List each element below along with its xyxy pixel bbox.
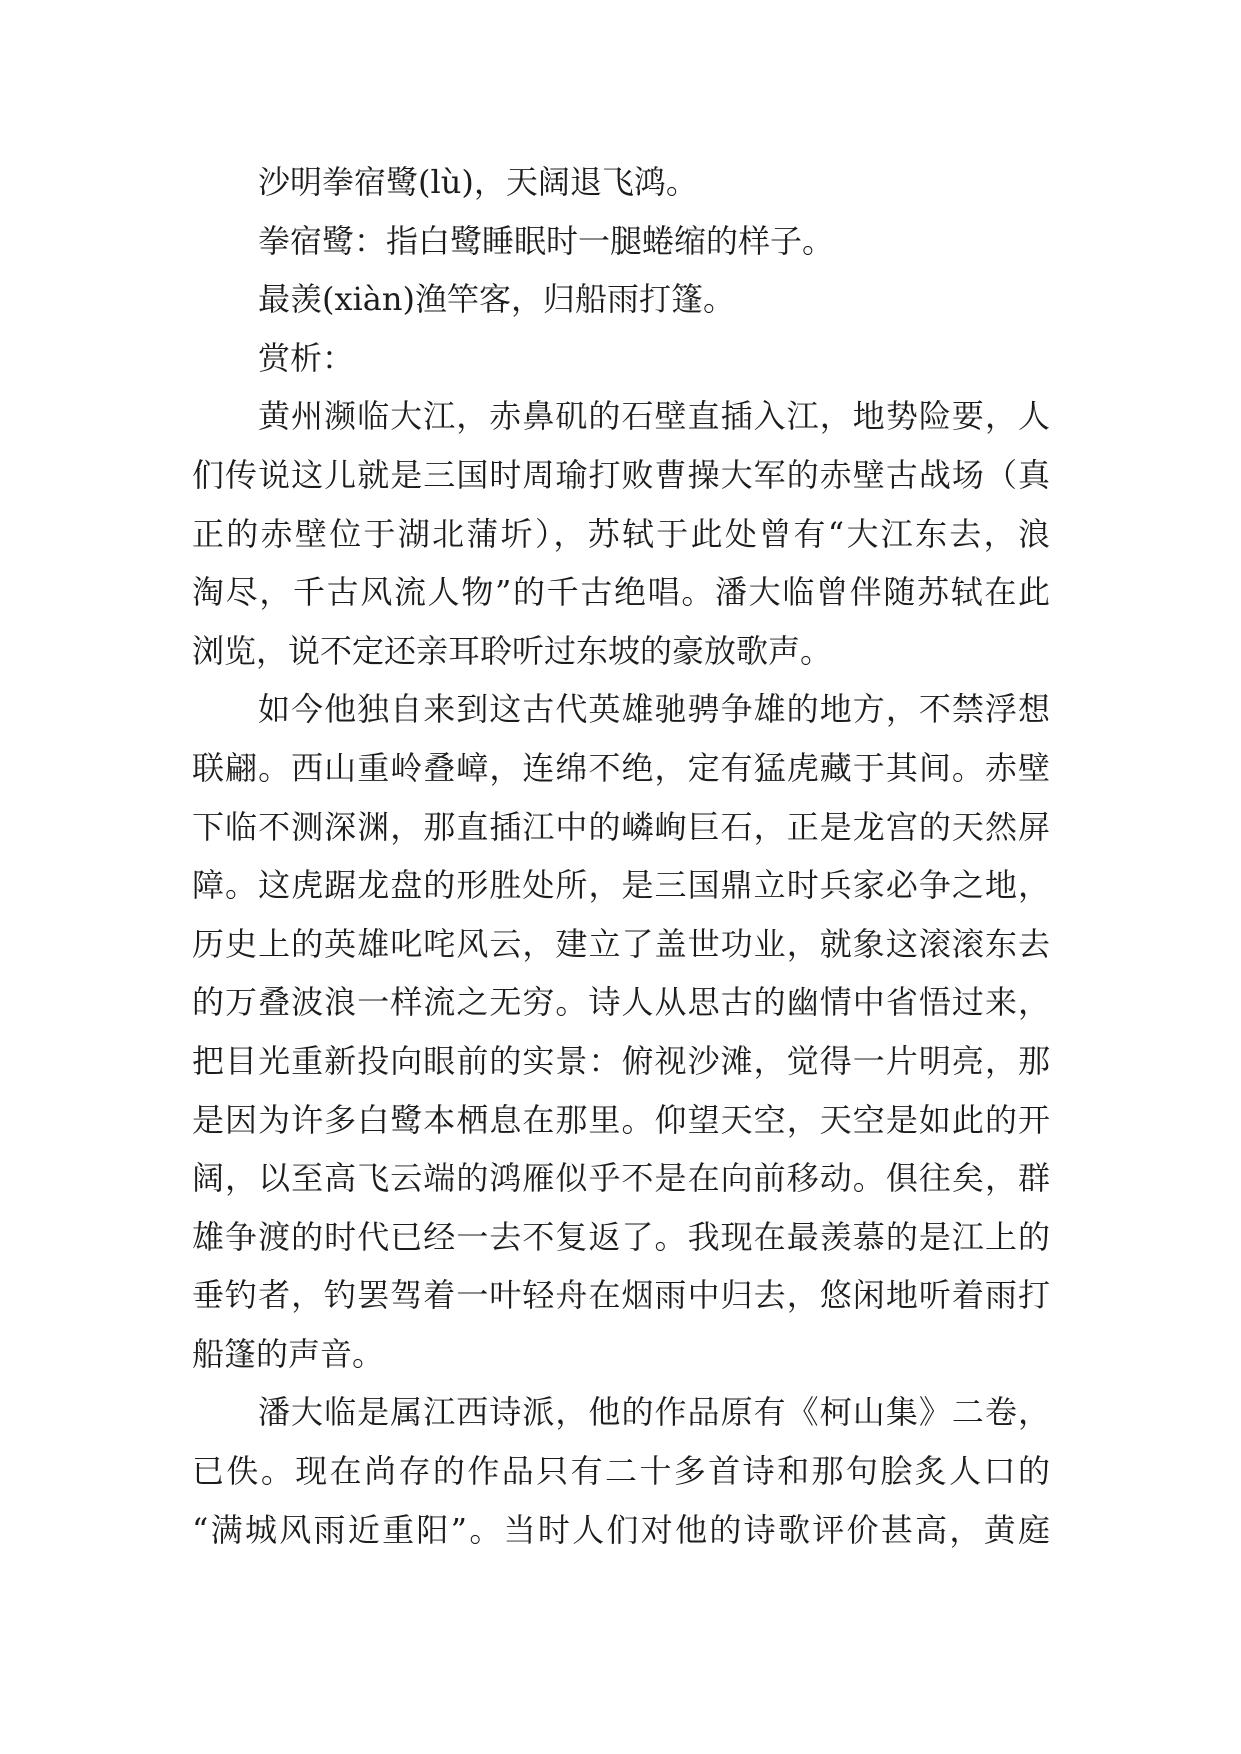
- paragraph-line: 潘大临是属江西诗派，他的作品原有《柯山集》二卷，: [258, 1393, 1050, 1432]
- paragraph-line: 垂钓者，钓罢驾着一叶轻舟在烟雨中归去，悠闲地听着雨打: [192, 1276, 1050, 1315]
- paragraph-line: 们传说这儿就是三国时周瑜打败曹操大军的赤壁古战场（真: [192, 455, 1050, 494]
- paragraph-line: 正的赤壁位于湖北蒲圻），苏轼于此处曾有“大江东去，浪: [192, 514, 1050, 553]
- paragraph-line: 下临不测深渊，那直插江中的嶙峋巨石，正是龙宫的天然屏: [192, 807, 1050, 846]
- paragraph-line: “满城风雨近重阳”。当时人们对他的诗歌评价甚高，黄庭: [192, 1510, 1050, 1549]
- paragraph-line: 的万叠波浪一样流之无穷。诗人从思古的幽情中省悟过来，: [192, 983, 1050, 1022]
- paragraph: [192, 387, 1050, 680]
- paragraph-line: 把目光重新投向眼前的实景：俯视沙滩，觉得一片明亮，那: [192, 1041, 1050, 1080]
- poem-line: 沙明拳宿鹭(lù)，天阔退飞鸿。: [258, 163, 698, 201]
- annotation-note: 拳宿鹭：指白鹭睡眠时一腿蜷缩的样子。: [258, 221, 835, 260]
- paragraph-line: 如今他独自来到这古代英雄驰骋争雄的地方，不禁浮想: [258, 690, 1050, 729]
- paragraph-line: 是因为许多白鹭本栖息在那里。仰望天空，天空是如此的开: [192, 1100, 1050, 1139]
- section-heading: 赏析：: [258, 338, 355, 377]
- paragraph-line: 阔，以至高飞云端的鸿雁似乎不是在向前移动。俱往矣，群: [192, 1159, 1050, 1198]
- paragraph-line: 浏览，说不定还亲耳聆听过东坡的豪放歌声。: [192, 631, 833, 670]
- paragraph-line: 联翩。西山重岭叠嶂，连绵不绝，定有猛虎藏于其间。赤壁: [192, 748, 1050, 787]
- paragraph-line: 船篷的声音。: [192, 1334, 385, 1373]
- poem-line: 最羡(xiàn)渔竿客，归船雨打篷。: [258, 280, 735, 319]
- paragraph: [192, 680, 1050, 1383]
- paragraph-line: 已佚。现在尚存的作品只有二十多首诗和那句脍炙人口的: [192, 1452, 1050, 1491]
- paragraph-line: 雄争渡的时代已经一去不复返了。我现在最羡慕的是江上的: [192, 1217, 1050, 1256]
- paragraph: [192, 1383, 1050, 1559]
- document-body: [192, 153, 1050, 1559]
- paragraph-line: 淘尽，千古风流人物”的千古绝唱。潘大临曾伴随苏轼在此: [192, 573, 1050, 612]
- paragraph-line: 历史上的英雄叱咤风云，建立了盖世功业，就象这滚滚东去: [192, 924, 1050, 963]
- paragraph-line: 黄州濒临大江，赤鼻矶的石壁直插入江，地势险要，人: [258, 397, 1050, 436]
- paragraph-line: 障。这虎踞龙盘的形胜处所，是三国鼎立时兵家必争之地，: [192, 866, 1050, 905]
